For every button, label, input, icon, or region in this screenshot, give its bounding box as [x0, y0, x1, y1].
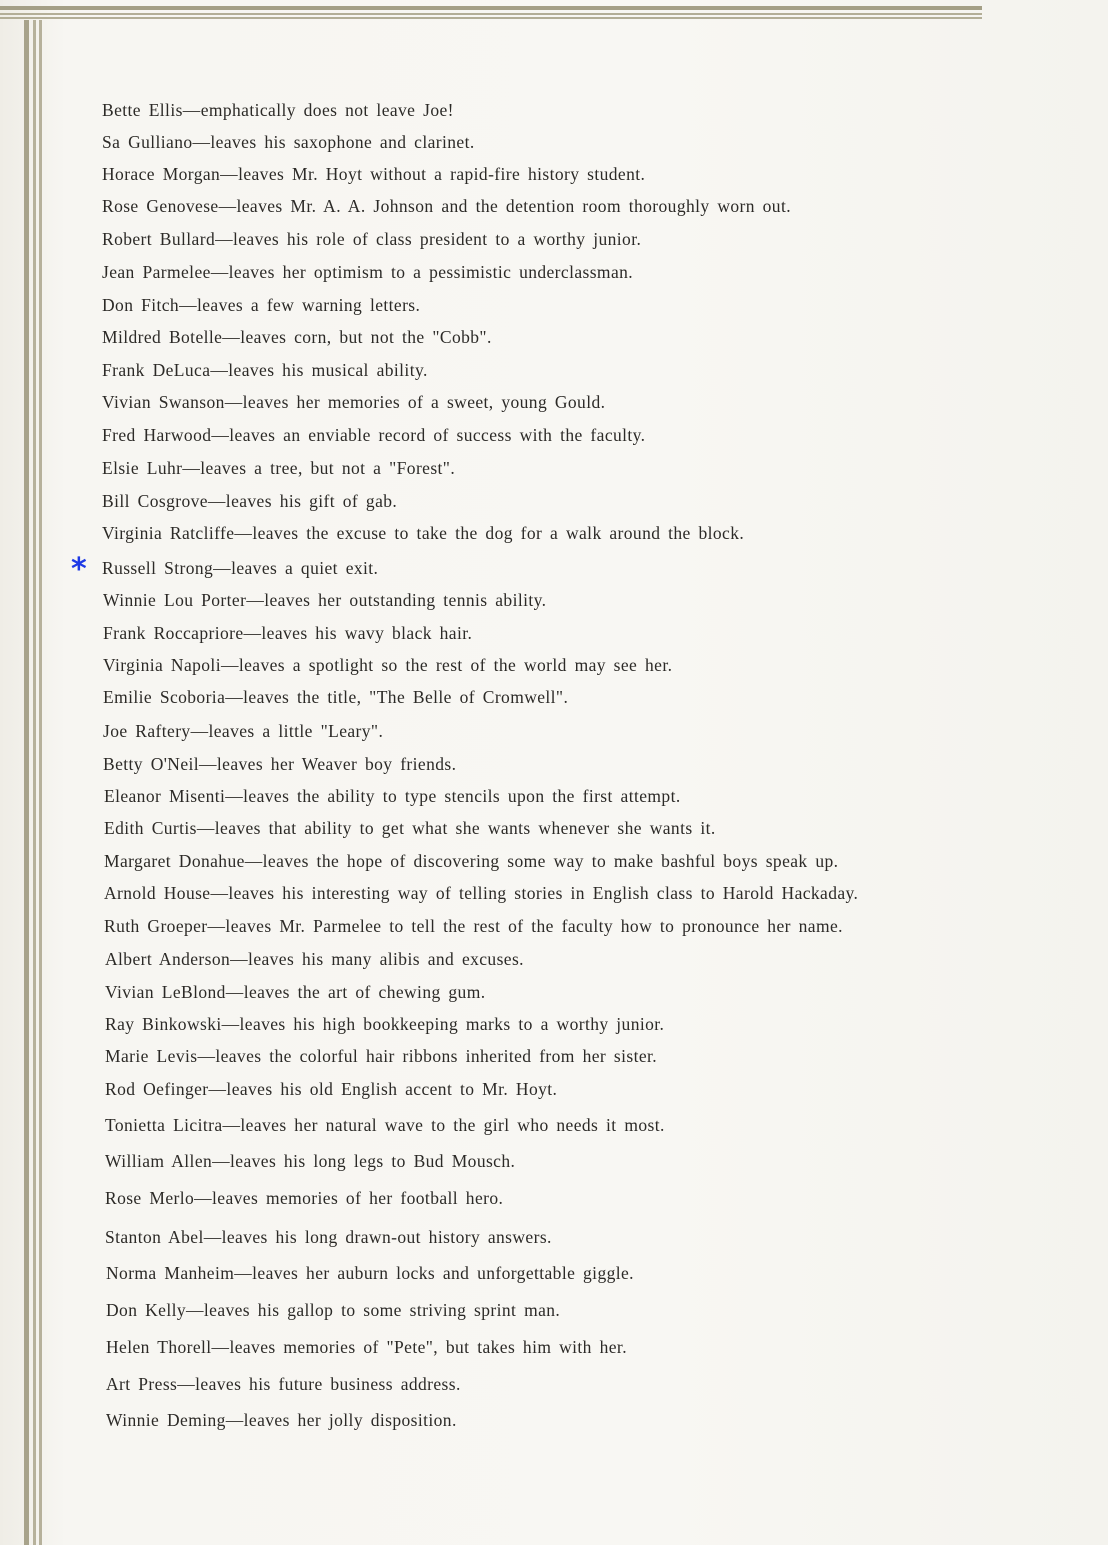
list-item: Emilie Scoboria—leaves the title, "The Belle of Cromwell".: [103, 687, 569, 707]
list-item: Virginia Napoli—leaves a spotlight so the rest of the world may see her.: [103, 655, 673, 675]
list-item: Sa Gulliano—leaves his saxophone and clarinet.: [102, 132, 475, 152]
list-item: Ruth Groeper—leaves Mr. Parmelee to tell the rest of the faculty how to pronounce her name.: [104, 916, 843, 936]
list-item: Eleanor Misenti—leaves the ability to type stencils upon the first attempt.: [104, 786, 681, 806]
list-item: Winnie Deming—leaves her jolly disposition.: [106, 1410, 457, 1430]
list-item: Bill Cosgrove—leaves his gift of gab.: [102, 491, 398, 511]
list-item: Ray Binkowski—leaves his high bookkeeping marks to a worthy junior.: [105, 1014, 665, 1034]
list-item: Winnie Lou Porter—leaves her outstanding tennis ability.: [103, 590, 547, 610]
list-item: Don Kelly—leaves his gallop to some striving sprint man.: [106, 1300, 561, 1320]
list-item: Norma Manheim—leaves her auburn locks and unforgettable giggle.: [106, 1263, 634, 1283]
list-item: Rose Merlo—leaves memories of her football hero.: [105, 1188, 504, 1208]
list-item: Art Press—leaves his future business address.: [106, 1374, 461, 1394]
list-item: Stanton Abel—leaves his long drawn-out history answers.: [105, 1227, 552, 1247]
list-item: Frank DeLuca—leaves his musical ability.: [102, 360, 428, 380]
asterisk-marker-icon: *: [71, 552, 87, 587]
list-item: Mildred Botelle—leaves corn, but not the "Cobb".: [102, 327, 492, 347]
list-item: Frank Roccapriore—leaves his wavy black hair.: [103, 623, 473, 643]
list-item: Vivian Swanson—leaves her memories of a sweet, young Gould.: [102, 392, 606, 412]
list-item: William Allen—leaves his long legs to Bud Mousch.: [105, 1151, 516, 1171]
list-item: Tonietta Licitra—leaves her natural wave to the girl who needs it most.: [105, 1115, 665, 1135]
list-item: Don Fitch—leaves a few warning letters.: [102, 295, 421, 315]
list-item: Russell Strong—leaves a quiet exit.: [102, 558, 379, 578]
list-item: Robert Bullard—leaves his role of class president to a worthy junior.: [102, 229, 642, 249]
list-item: Virginia Ratcliffe—leaves the excuse to take the dog for a walk around the block.: [102, 523, 745, 543]
list-item: Edith Curtis—leaves that ability to get what she wants whenever she wants it.: [104, 818, 716, 838]
list-item: Margaret Donahue—leaves the hope of discovering some way to make bashful boys speak up.: [104, 851, 839, 871]
list-item: Marie Levis—leaves the colorful hair ribbons inherited from her sister.: [105, 1046, 658, 1066]
list-item: Bette Ellis—emphatically does not leave Joe!: [102, 100, 454, 120]
list-item: Horace Morgan—leaves Mr. Hoyt without a rapid-fire history student.: [102, 164, 646, 184]
list-item: Fred Harwood—leaves an enviable record of success with the faculty.: [102, 425, 646, 445]
list-item: Elsie Luhr—leaves a tree, but not a "Forest".: [102, 458, 456, 478]
list-item: Rose Genovese—leaves Mr. A. A. Johnson and the detention room thoroughly worn out.: [102, 196, 791, 216]
list-item: Jean Parmelee—leaves her optimism to a pessimistic underclassman.: [102, 262, 634, 282]
list-item: Arnold House—leaves his interesting way of telling stories in English class to Harold Hackaday.: [104, 883, 859, 903]
list-item: Joe Raftery—leaves a little "Leary".: [103, 721, 384, 741]
list-item: Helen Thorell—leaves memories of "Pete", but takes him with her.: [106, 1337, 627, 1357]
list-item: Rod Oefinger—leaves his old English accent to Mr. Hoyt.: [105, 1079, 558, 1099]
list-item: Betty O'Neil—leaves her Weaver boy friends.: [103, 754, 457, 774]
list-item: Vivian LeBlond—leaves the art of chewing gum.: [105, 982, 486, 1002]
list-item: Albert Anderson—leaves his many alibis and excuses.: [105, 949, 524, 969]
